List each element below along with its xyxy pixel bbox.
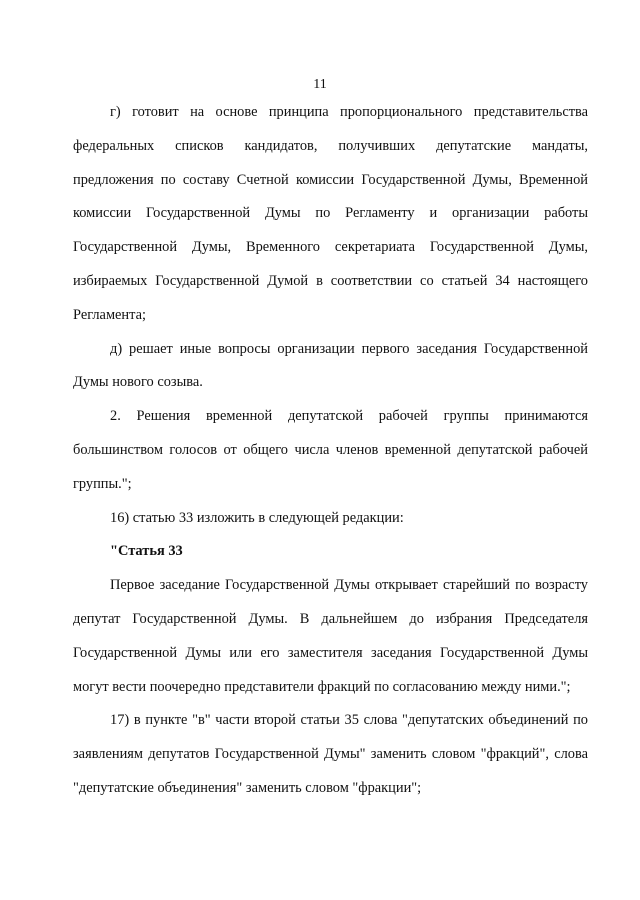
page-number: 11 (313, 77, 327, 92)
paragraph-item-d (73, 333, 588, 401)
paragraph-item-2 (73, 400, 588, 501)
text-line: комиссии Государственной Думы по Регламенту и организации работы (73, 205, 588, 222)
text-line: могут вести поочередно представители фракций по согласованию между ними."; (73, 678, 571, 695)
document-body (73, 96, 588, 806)
text-line: предложения по составу Счетной комиссии Государственной Думы, Временной (73, 171, 588, 188)
text-line: депутат Государственной Думы. В дальнейшем до избрания Председателя (73, 610, 588, 627)
text-line: г) готовит на основе принципа пропорционального представительства (110, 104, 588, 120)
text-line: 2. Решения временной депутатской рабочей группы принимаются (110, 408, 588, 425)
text-line: Регламента; (73, 306, 146, 323)
text-line: Государственной Думы или его заместителя заседания Государственной Думы (73, 644, 588, 661)
text-line: "депутатские объединения" заменить словом "фракции"; (73, 779, 422, 796)
paragraph-item-g (73, 96, 588, 333)
text-line: большинством голосов от общего числа членов временной депутатской рабочей (73, 441, 588, 458)
paragraph-item-16 (73, 502, 588, 536)
text-line: заявлениям депутатов Государственной Думы" заменить словом "фракций", слова (73, 746, 588, 763)
article-heading (73, 535, 588, 569)
heading-line: "Статья 33 (110, 543, 183, 560)
text-line: д) решает иные вопросы организации первого заседания Государственной (110, 340, 588, 357)
paragraph-article-body (73, 569, 588, 704)
paragraph-item-17 (73, 704, 588, 805)
text-line: группы."; (73, 475, 132, 492)
text-line: 17) в пункте "в" части второй статьи 35 слова "депутатских объединений по (110, 712, 588, 729)
text-line: избираемых Государственной Думой в соответствии со статьей 34 настоящего (73, 272, 588, 289)
text-line: Первое заседание Государственной Думы открывает старейший по возрасту (110, 577, 588, 594)
text-line: Думы нового созыва. (73, 374, 203, 391)
text-line: 16) статью 33 изложить в следующей редакции: (110, 509, 404, 526)
text-line: Государственной Думы, Временного секретариата Государственной Думы, (73, 239, 588, 256)
text-line: федеральных списков кандидатов, получивших депутатские мандаты, (73, 137, 588, 154)
